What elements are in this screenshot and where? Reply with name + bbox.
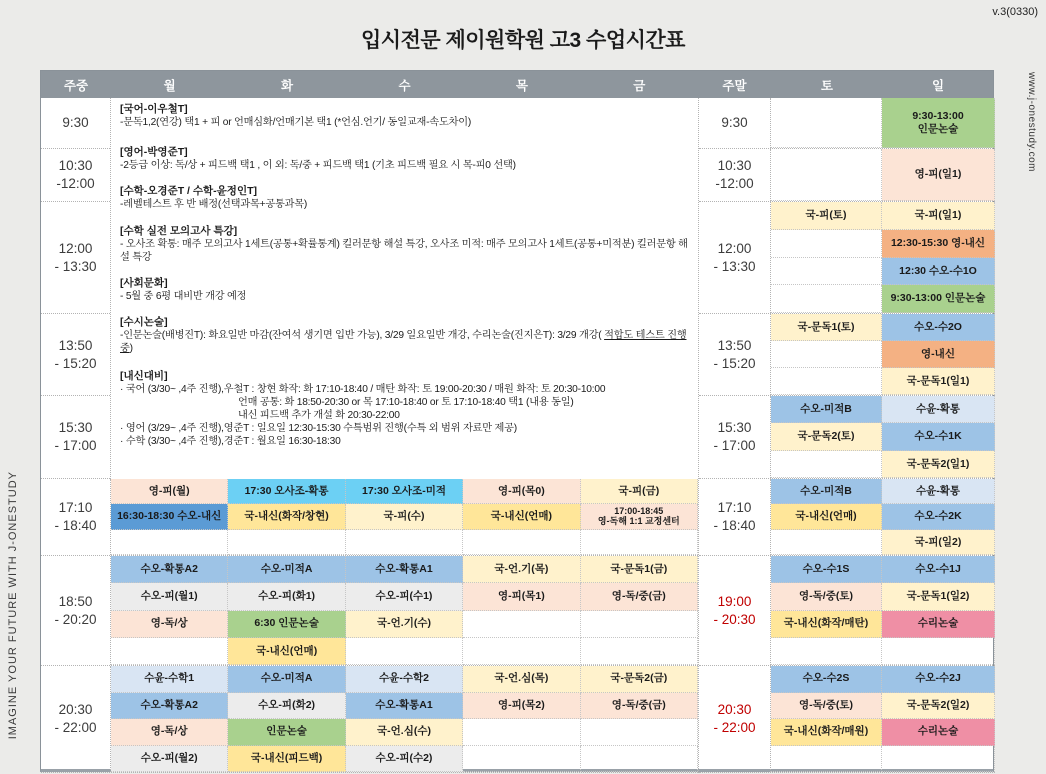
class-cell: 수리논술 — [882, 719, 995, 746]
empty-cell — [581, 638, 698, 665]
empty-cell — [581, 611, 698, 638]
empty-cell — [111, 638, 228, 665]
empty-cell — [771, 258, 882, 286]
note-heading: [국어-이우철T] — [120, 103, 188, 115]
class-cell: 수오-미적A — [228, 556, 345, 583]
timetable — [40, 70, 994, 772]
empty-cell — [771, 341, 882, 368]
class-cell: 9:30-13:00 인문논술 — [882, 98, 995, 148]
class-cell: 수오-피(수2) — [346, 746, 463, 773]
header-row — [41, 71, 993, 98]
header-cell: 월 — [163, 78, 176, 93]
note-line: · 영어 (3/29~ ,4주 진행),영준T : 일요일 12:30-15:30 수특범위 진행(수특 외 범위 자료만 제공) — [120, 423, 517, 434]
class-cell: 수오-피(월1) — [111, 583, 228, 610]
class-cell: 국-언.기(수) — [346, 611, 463, 638]
weekend-block — [699, 479, 995, 556]
header-cell: 토 — [820, 78, 833, 93]
class-cell: 수오-확통A2 — [111, 693, 228, 720]
note-block — [120, 370, 692, 448]
time-label: 19:00 - 20:30 — [699, 556, 771, 665]
class-cell: 영-독/상 — [111, 611, 228, 638]
class-cell: 수오-확통A1 — [346, 693, 463, 720]
time-label: 18:50 - 20:20 — [41, 556, 111, 665]
time-label: 13:50 - 15:20 — [699, 314, 771, 395]
class-cell: 영-피(월) — [111, 479, 228, 504]
note-block — [120, 316, 692, 355]
class-cell: 17:30 오사조-확통 — [228, 479, 345, 504]
empty-cell — [111, 530, 228, 555]
class-cell: 수윤-수학2 — [346, 666, 463, 693]
note-line: -2등급 이상: 독/상 + 피드백 택1 , 이 외: 독/중 + 피드백 택1 (기초 피드백 필요 시 목-피0 선택) — [120, 160, 516, 171]
note-heading: [영어-박영준T] — [120, 146, 188, 158]
class-cell: 인문논술 — [228, 719, 345, 746]
time-label: 13:50 - 15:20 — [41, 314, 110, 396]
time-label: 15:30 - 17:00 — [41, 396, 110, 479]
empty-cell — [463, 638, 580, 665]
class-cell: 수오-수1J — [882, 556, 995, 583]
class-cell: 수오-수2S — [771, 666, 882, 693]
header-cell: 주말 — [722, 78, 747, 93]
time-label: 10:30 -12:00 — [699, 149, 771, 201]
notes-time-col — [41, 98, 111, 479]
class-cell: 수윤-확통 — [882, 479, 995, 504]
class-cell: 16:30-18:30 수오-내신 — [111, 504, 228, 529]
empty-cell — [771, 368, 882, 395]
note-line: -레벨테스트 후 반 배정(선택과목+공통과목) — [120, 199, 308, 210]
class-cell: 수오-확통A1 — [346, 556, 463, 583]
left-watermark: IMAGINE YOUR FUTURE WITH J-ONESTUDY — [7, 470, 19, 739]
class-cell: 국-문독2(일1) — [882, 451, 995, 478]
class-cell: 국-내신(피드백) — [228, 746, 345, 773]
class-cell: 국-언.심(목) — [463, 666, 580, 693]
class-cell: 영-독/상 — [111, 719, 228, 746]
class-cell: 국-문독2(토) — [771, 423, 882, 450]
class-cell: 수오-피(월2) — [111, 746, 228, 773]
class-cell: 영-피(목0) — [463, 479, 580, 504]
time-label: 20:30 - 22:00 — [699, 666, 771, 772]
class-cell: 영-피(목1) — [463, 583, 580, 610]
class-cell: 수오-피(화1) — [228, 583, 345, 610]
weekend-block — [699, 314, 995, 396]
class-cell: 영-독/중(토) — [771, 693, 882, 720]
class-cell: 국-피(수) — [346, 504, 463, 529]
note-heading: [수학-오경준T / 수학-윤정인T] — [120, 185, 257, 197]
empty-cell — [228, 530, 345, 555]
note-line: 언매 공통: 화 18:50-20:30 or 목 17:10-18:40 or 토 17:10-18:40 택1 (내용 동일) — [238, 397, 574, 408]
class-cell: 수오-수2O — [882, 314, 995, 341]
class-cell: 영-피(목2) — [463, 693, 580, 720]
time-label: 17:10 - 18:40 — [41, 479, 111, 555]
class-cell: 수오-수1S — [771, 556, 882, 583]
class-cell: 수윤-확통 — [882, 396, 995, 423]
note-line: -문독1,2(연강) 택1 + 피 or 언매심화/언매기본 택1 (*언심.언기/ 동일교재-속도차이) — [120, 117, 472, 128]
time-label: 9:30 — [699, 98, 771, 148]
class-cell: 수오-피(화2) — [228, 693, 345, 720]
empty-cell — [346, 638, 463, 665]
note-block — [120, 103, 692, 129]
note-heading: [내신대비] — [120, 370, 168, 382]
empty-cell — [882, 638, 995, 665]
weekend-block — [699, 666, 995, 773]
weekend-block — [699, 98, 995, 149]
note-heading: [사회문화] — [120, 277, 168, 289]
class-cell: 국-내신(화작/매탄) — [771, 611, 882, 638]
weekend-block — [699, 149, 995, 202]
empty-cell — [771, 451, 882, 478]
class-cell: 수오-피(수1) — [346, 583, 463, 610]
class-cell: 국-내신(언매) — [771, 504, 882, 529]
empty-cell — [771, 285, 882, 313]
weekend-block — [699, 202, 995, 314]
note-block — [120, 146, 692, 172]
class-cell: 수오-확통A2 — [111, 556, 228, 583]
class-cell: 수윤-수학1 — [111, 666, 228, 693]
note-block — [120, 225, 692, 264]
class-cell: 수오-수2J — [882, 666, 995, 693]
class-cell: 수오-미적B — [771, 479, 882, 504]
class-cell: 국-언.심(수) — [346, 719, 463, 746]
class-cell: 국-내신(언매) — [463, 504, 580, 529]
class-cell: 국-문독1(토) — [771, 314, 882, 341]
header-cell: 금 — [633, 78, 646, 93]
class-cell: 수리논술 — [882, 611, 995, 638]
class-cell: 국-언.기(목) — [463, 556, 580, 583]
note-line: - 오사조 확통: 매주 모의고사 1세트(공통+확률통계) 킬러문항 해설 특강, 오사조 미적: 매주 모의고사 1세트(공통+미적분) 킬러문항 해설 특강 — [120, 239, 688, 263]
class-cell: 수오-수2K — [882, 504, 995, 529]
header-cell: 수 — [398, 78, 411, 93]
time-label: 17:10 - 18:40 — [699, 479, 771, 555]
class-cell: 국-피(일2) — [882, 530, 995, 555]
empty-cell — [771, 149, 882, 201]
class-cell: 17:30 오사조-미적 — [346, 479, 463, 504]
empty-cell — [882, 746, 995, 773]
note-line: 내신 피드백 추가 개설 화 20:30-22:00 — [238, 410, 400, 421]
class-cell: 국-피(금) — [581, 479, 698, 504]
class-cell: 국-내신(언매) — [228, 638, 345, 665]
class-cell: 국-내신(화작/창현) — [228, 504, 345, 529]
class-cell: 국-문독1(금) — [581, 556, 698, 583]
class-cell: 영-독/중(토) — [771, 583, 882, 610]
class-cell: 수오-미적A — [228, 666, 345, 693]
class-cell: 영-내신 — [882, 341, 995, 368]
note-heading: [수시논술] — [120, 316, 168, 328]
class-cell: 국-문독1(일2) — [882, 583, 995, 610]
weekend-grid — [698, 98, 995, 773]
empty-cell — [581, 746, 698, 773]
header-cell: 주중 — [63, 78, 89, 93]
empty-cell — [771, 98, 882, 148]
class-cell: 국-문독1(일1) — [882, 368, 995, 395]
empty-cell — [771, 746, 882, 773]
time-label: 12:00 - 13:30 — [699, 202, 771, 313]
class-cell: 수오-수1K — [882, 423, 995, 450]
note-block — [120, 277, 692, 303]
header-cell: 일 — [931, 78, 945, 93]
time-label: 12:00 - 13:30 — [41, 202, 110, 314]
weekday-grid — [41, 479, 698, 773]
class-cell: 12:30-15:30 영-내신 — [882, 230, 995, 258]
class-cell: 영-독/중(금) — [581, 693, 698, 720]
class-cell: 국-내신(화작/매원) — [771, 719, 882, 746]
empty-cell — [771, 638, 882, 665]
weekend-block — [699, 396, 995, 479]
weekday-block — [41, 666, 698, 773]
notes-area — [111, 98, 698, 479]
empty-cell — [463, 746, 580, 773]
class-cell: 영-피(일1) — [882, 149, 995, 201]
class-cell: 국-문독2(금) — [581, 666, 698, 693]
header-cell: 화 — [281, 78, 294, 93]
right-watermark-url: www.j-onestudy.com — [1026, 72, 1037, 172]
version-label: v.3(0330) — [992, 6, 1038, 18]
note-heading: [수학 실전 모의고사 특강] — [120, 225, 238, 237]
empty-cell — [463, 611, 580, 638]
class-cell: 9:30-13:00 인문논술 — [882, 285, 995, 313]
note-line: - 5월 중 6평 대비반 개강 예정 — [120, 291, 247, 302]
class-cell: 6:30 인문논술 — [228, 611, 345, 638]
note-block — [120, 185, 692, 211]
empty-cell — [346, 530, 463, 555]
empty-cell — [581, 719, 698, 746]
time-label: 10:30 -12:00 — [41, 149, 110, 202]
note-line: -인문논술(배병진T): 화요일반 마감(잔여석 생기면 입반 가능), 3/29 일요일반 개강, 수리논술(진지은T): 3/29 개강( 적합도 테스트 진행 중) — [120, 330, 687, 354]
weekday-block — [41, 556, 698, 666]
class-cell: 수오-미적B — [771, 396, 882, 423]
weekend-block — [699, 556, 995, 666]
note-line: · 수학 (3/30~ ,4주 진행),경준T : 월요일 16:30-18:30 — [120, 436, 341, 447]
time-label: 9:30 — [41, 98, 110, 149]
empty-cell — [463, 530, 580, 555]
time-label: 15:30 - 17:00 — [699, 396, 771, 478]
class-cell: 국-피(토) — [771, 202, 882, 230]
class-cell: 12:30 수오-수1O — [882, 258, 995, 286]
note-line: · 국어 (3/30~ ,4주 진행),우철T : 창현 화작: 화 17:10-18:40 / 매탄 화작: 토 19:00-20:30 / 매원 화작: 토 20:30-10:00 — [120, 384, 606, 395]
empty-cell — [463, 719, 580, 746]
empty-cell — [771, 530, 882, 555]
weekday-block — [41, 479, 698, 556]
page-title: 입시전문 제이원학원 고3 수업시간표 — [361, 29, 685, 52]
class-cell: 국-문독2(일2) — [882, 693, 995, 720]
empty-cell — [771, 230, 882, 258]
empty-cell — [581, 530, 698, 555]
header-cell: 목 — [515, 78, 528, 93]
time-label: 20:30 - 22:00 — [41, 666, 111, 772]
class-cell: 17:00-18:45 영-독해 1:1 교정센터 — [581, 504, 698, 529]
class-cell: 국-피(일1) — [882, 202, 995, 230]
class-cell: 영-독/중(금) — [581, 583, 698, 610]
